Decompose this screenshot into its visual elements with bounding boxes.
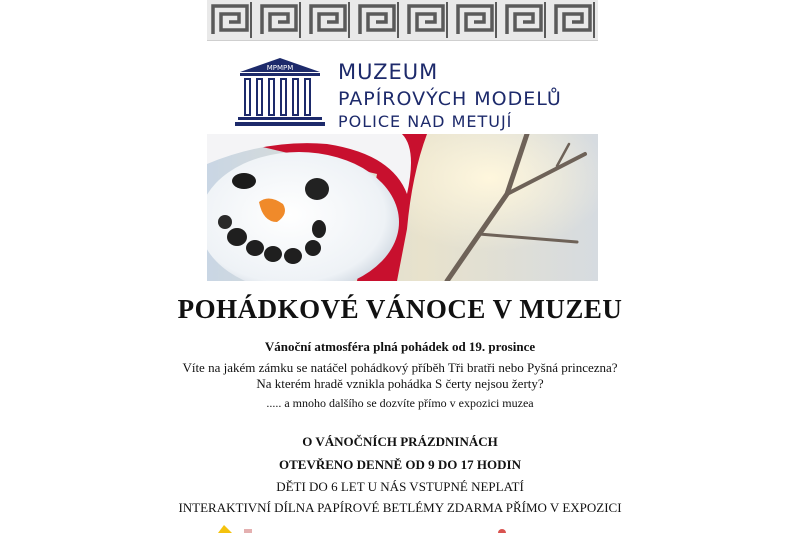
holiday-heading: O VÁNOČNÍCH PRÁZDNINÁCH — [302, 434, 498, 449]
bottom-decoration — [210, 525, 610, 533]
logo-emblem-text: MPMPM — [266, 64, 294, 72]
subheading: Vánoční atmosféra plná pohádek od 19. prosince — [264, 339, 536, 354]
museum-logo — [234, 56, 604, 130]
snowman-photo — [207, 134, 598, 281]
snowman-illustration — [207, 134, 598, 281]
opening-hours: OTEVŘENO DENNĚ OD 9 DO 17 HODIN — [279, 457, 521, 472]
page-headline: POHÁDKOVÉ VÁNOCE V MUZEU — [177, 294, 623, 324]
logo-subtitle: PAPÍROVÝCH MODELŮ — [338, 88, 562, 110]
greek-key-border — [207, 0, 598, 41]
museum-building-icon — [234, 56, 326, 130]
free-entry-note: DĚTI DO 6 LET U NÁS VSTUPNÉ NEPLATÍ — [276, 479, 524, 494]
greek-key-pattern — [207, 0, 598, 40]
logo-location: POLICE NAD METUJÍ — [338, 112, 513, 131]
logo-title: MUZEUM — [338, 60, 439, 84]
body-text-line: ..... a mnoho dalšího se dozvíte přímo v expozici muzea — [266, 396, 534, 410]
body-text-line: Víte na jakém zámku se natáčel pohádkový příběh Tři bratři nebo Pyšná princezna? — [182, 360, 618, 375]
body-text-line: Na kterém hradě vznikla pohádka S čerty nejsou žerty? — [256, 376, 544, 391]
workshop-note: INTERAKTIVNÍ DÍLNA PAPÍROVÉ BETLÉMY ZDARMA PŘÍMO V EXPOZICI — [178, 500, 622, 515]
